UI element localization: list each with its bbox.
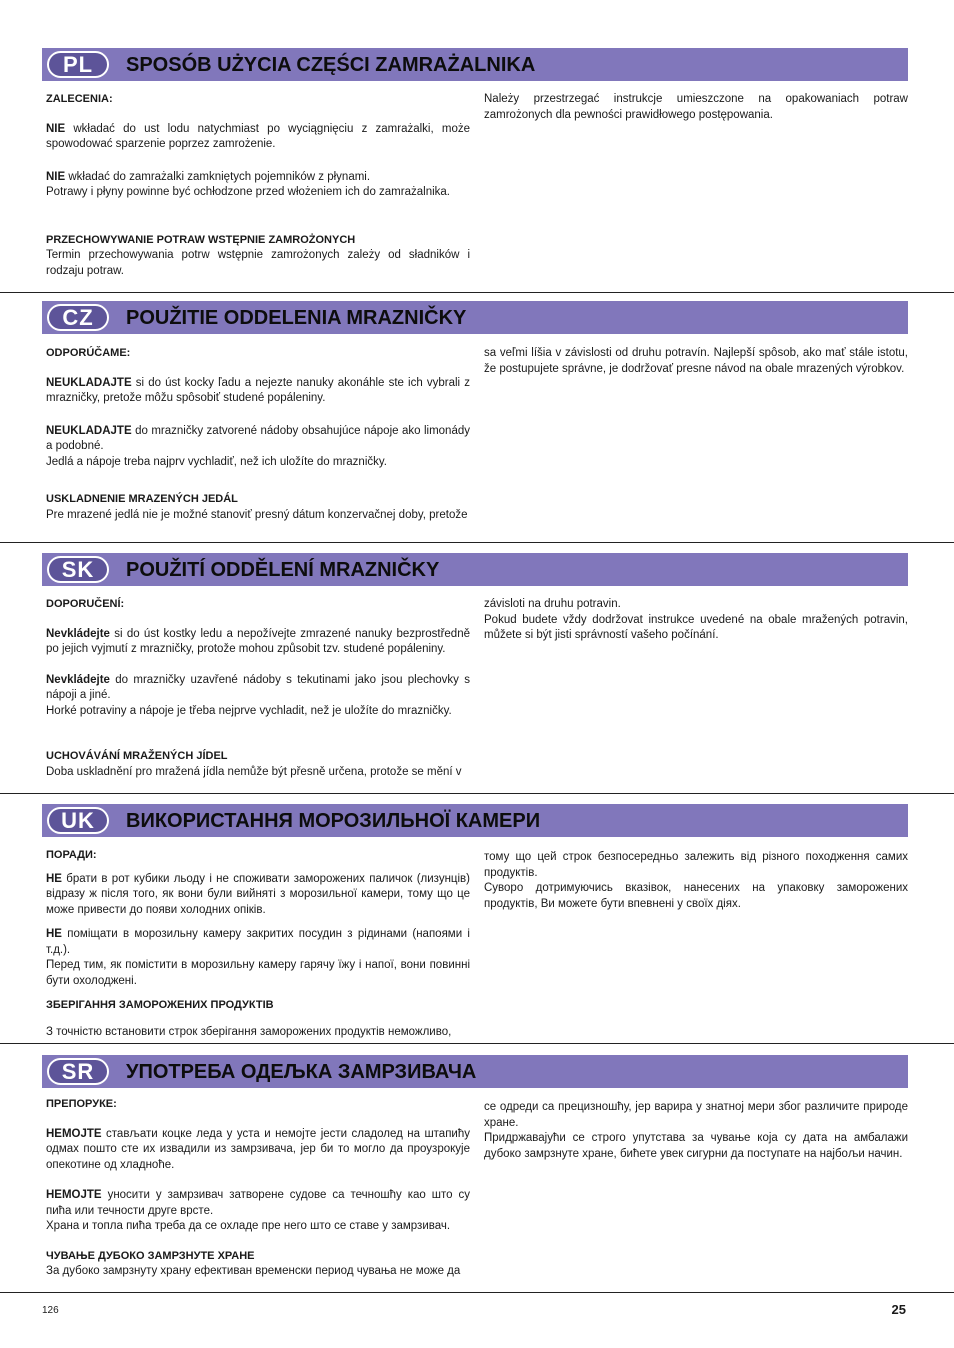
section-title: ВИКОРИСТАННЯ МОРОЗИЛЬНОЇ КАМЕРИ xyxy=(126,810,541,832)
section-title: POUŽITIE ODDELENIA MRAZNIČKY xyxy=(126,307,467,329)
storage-heading: PRZECHOWYWANIE POTRAW WSTĘPNIE ZAMROŻONYCH xyxy=(46,233,356,246)
paragraph: Храна и топла пића треба да се охладе пре него што се ставе у замрзивач. xyxy=(46,1220,451,1232)
right-column xyxy=(484,1100,908,1162)
language-badge: UK xyxy=(47,807,109,834)
storage-heading: USKLADNENIE MRAZENÝCH JEDÁL xyxy=(46,493,238,505)
paragraph xyxy=(46,872,470,919)
paragraph-text: si do úst kocky ľadu a nejezte nanuky akonáhle ste ich vybrali z mrazničky, pretože môžu spôsobiť studené popáleniny. xyxy=(46,376,470,404)
section-divider xyxy=(0,292,954,293)
storage-heading: ЗБЕРІГАННЯ ЗАМОРОЖЕНИХ ПРОДУКТІВ xyxy=(46,999,274,1011)
paragraph-text: поміщати в морозильну камеру закритих посудин з рідинами (напоями і т.д.). xyxy=(46,928,470,956)
bold-term: НЕ xyxy=(46,928,62,940)
storage-heading: ЧУВАЊЕ ДУБОКО ЗАМРЗНУТЕ ХРАНЕ xyxy=(46,1249,255,1262)
paragraph-text: do mrazničky zatvorené nádoby obsahujúce nápoje ako limonády a podobné. xyxy=(46,424,470,452)
paragraph xyxy=(46,122,470,153)
left-column xyxy=(46,346,470,523)
section-divider xyxy=(0,1043,954,1044)
paragraph: Doba uskladnění pro mražená jídla nemůže být přesně určena, protože se mění v xyxy=(46,765,462,778)
section-divider xyxy=(0,793,954,794)
paragraph: тому що цей строк безпосередньо залежить від різного походження самих продуктів. xyxy=(484,851,908,879)
recommendations-heading: ODPORÚČAME: xyxy=(46,347,131,359)
paragraph xyxy=(46,673,470,704)
page-number: 25 xyxy=(891,1302,906,1317)
left-column xyxy=(46,1097,470,1280)
paragraph: závisloti na druhu potravin. xyxy=(484,598,621,610)
bold-term: Nevkládejte xyxy=(46,673,110,686)
section-header xyxy=(42,804,908,837)
section-title: SPOSÓB UŻYCIA CZĘŚCI ZAMRAŻALNIKA xyxy=(126,54,536,76)
paragraph: Pokud budete vždy dodržovat instrukce uvedené na obale mražených potravin, můžete si být jisti správností vašeho počínání. xyxy=(484,613,908,641)
paragraph: Należy przestrzegać instrukcje umieszczone na opakowaniach potraw zamrożonych dla pewności prawidłowego postępowania. xyxy=(484,93,908,121)
recommendations-heading: DOPORUČENÍ: xyxy=(46,598,125,610)
paragraph: Pre mrazené jedlá nie je možné stanoviť presný dátum konzervačnej doby, pretože xyxy=(46,508,468,521)
section-divider xyxy=(0,1292,954,1293)
paragraph xyxy=(46,424,470,455)
section-header xyxy=(42,301,908,334)
paragraph-text: wkładać do zamrażalki zamkniętych pojemników z płynami. xyxy=(65,170,371,183)
paragraph-text: уносити у замрзивач затворене судове са течношћу као што су пића или течности друге врсте. xyxy=(46,1189,470,1217)
right-column xyxy=(484,346,908,377)
section-header xyxy=(42,48,908,81)
language-badge: SK xyxy=(47,556,109,583)
bold-term: НЕ xyxy=(46,872,62,885)
bold-term: НЕМОЈТЕ xyxy=(46,1189,102,1201)
paragraph xyxy=(46,376,470,407)
bold-term: НЕМОЈТЕ xyxy=(46,1127,102,1140)
paragraph: Перед тим, як помістити в морозильну камеру гарячу їжу і напої, вони повинні бути охолоджені. xyxy=(46,959,470,987)
paragraph-text: do mrazničky uzavřené nádoby s tekutinami jako jsou plechovky s nápoji a jiné. xyxy=(46,673,470,701)
section-header xyxy=(42,553,908,586)
paragraph-text: брати в рот кубики льоду і не споживати заморожених паличок (лизунців) відразу ж після того, як вони були вийняті з морозильної камери, тому що це може привести до появи холодних опіків. xyxy=(46,872,470,916)
bold-term: NIE xyxy=(46,170,66,183)
language-badge: CZ xyxy=(47,304,109,331)
paragraph xyxy=(46,170,470,186)
bold-term: NEUKLADAJTE xyxy=(46,424,132,437)
recommendations-heading: ZALECENIA: xyxy=(46,93,113,105)
paragraph-text: wkładać do ust lodu natychmiast po wyciągnięciu z zamrażalki, może spowodować sparzenie poprzez zamrożenie. xyxy=(46,122,470,150)
paragraph xyxy=(46,1188,470,1219)
paragraph xyxy=(46,1127,470,1174)
paragraph-text: стављати коцке леда у уста и немојте јести сладолед на штапићу одмах пошто сте их извадили из замрзивача, јер би то могло да проузрокује опекотине од хладноће. xyxy=(46,1127,470,1171)
left-column xyxy=(46,597,470,780)
bold-term: Nevkládejte xyxy=(46,627,110,640)
paragraph xyxy=(46,927,470,958)
section-title: УПОТРЕБА ОДЕЉКА ЗАМРЗИВАЧА xyxy=(126,1061,477,1083)
paragraph: З точністю встановити строк зберігання заморожених продуктів неможливо, xyxy=(46,1025,452,1038)
bold-term: NEUKLADAJTE xyxy=(46,376,132,389)
paragraph: Jedlá a nápoje treba najprv vychladiť, než ich uložíte do mrazničky. xyxy=(46,455,387,468)
section-header xyxy=(42,1055,908,1088)
paragraph: Придржавајући се строго упутстава за чување која су дата на амбалажи дубоко замрзнуте хране, бићете увек сигурни да поступате на најбољи начин. xyxy=(484,1132,908,1160)
paragraph: Potrawy i płyny powinne być ochłodzone przed włożeniem ich do zamrażalnika. xyxy=(46,186,450,198)
right-column xyxy=(484,850,908,912)
paragraph: Termin przechowywania potrw wstępnie zamrożonych zależy od sładników i rodzaju potraw. xyxy=(46,249,470,277)
storage-heading: UCHOVÁVÁNÍ MRAŽENÝCH JÍDEL xyxy=(46,750,228,762)
document-number: 126 xyxy=(42,1305,59,1316)
paragraph: За дубоко замрзнуту храну ефективан временски период чувања не може да xyxy=(46,1265,461,1277)
left-column xyxy=(46,848,470,1040)
paragraph xyxy=(46,627,470,658)
recommendations-heading: ПОРАДИ: xyxy=(46,849,97,861)
section-divider xyxy=(0,542,954,543)
right-column xyxy=(484,92,908,123)
right-column xyxy=(484,597,908,644)
paragraph: се одреди са прецизношћу, јер варира у знатној мери због различите природе хране. xyxy=(484,1101,908,1129)
paragraph: Horké potraviny a nápoje je třeba nejprve vychladit, než je uložíte do mrazničky. xyxy=(46,704,452,717)
bold-term: NIE xyxy=(46,122,66,135)
section-title: POUŽITÍ ODDĚLENÍ MRAZNIČKY xyxy=(126,559,440,581)
paragraph: sa veľmi líšia v závislosti od druhu potravín. Najlepší spôsob, ako mať stále istotu, že postupujete správne, je dodržovať presne návod na obale mrazených výrobkov. xyxy=(484,347,908,375)
paragraph: Суворо дотримуючись вказівок, нанесених на упаковку заморожених продуктів, Ви можете бути впевнені у своїх діях. xyxy=(484,882,908,910)
language-badge: PL xyxy=(47,51,109,78)
language-badge: SR xyxy=(47,1058,109,1085)
paragraph-text: si do úst kostky ledu a nepožívejte zmrazené nanuky bezprostředně po jejich vyjmutí z mrazničky, protože mohou způsobit tzv. studené popáleniny. xyxy=(46,627,470,655)
left-column xyxy=(46,92,470,279)
recommendations-heading: ПРЕПОРУКЕ: xyxy=(46,1098,117,1110)
